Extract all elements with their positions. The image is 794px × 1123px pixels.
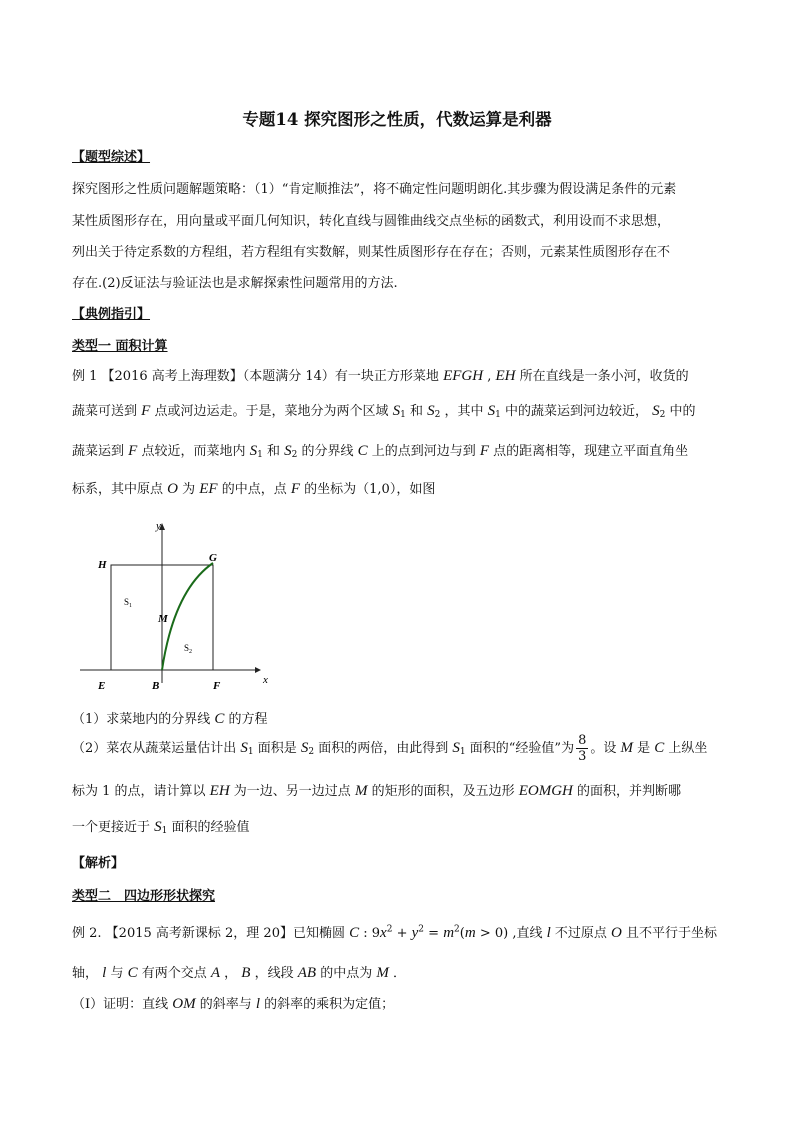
label-m: M [158,613,168,625]
square-field-figure [80,515,280,690]
label-e: E [98,680,106,690]
summary-line-1: 探究图形之性质问题解题策略：（1）“肯定顺推法”，将不确定性问题明朗化.其步骤为假设满足条件的元素 [72,182,677,197]
example1-line-2: 蔬菜可送到 F 点或河边运走。于是，菜地分为两个区域 $S_1$ 和 $S_2$ ，其中 $S_1$ 中的蔬菜运到河边较近， $S_2$ 中的 [72,403,696,420]
example2-line-2: 轴， l 与 C 有两个交点 A ， B ，线段 AB 的中点为 M ． [72,965,406,981]
question-2-line-3: 一个更接近于 $S_1$ 面积的经验值 [72,819,250,836]
label-s1: $S_1$ [124,597,133,609]
summary-heading: 【题型综述】 [72,150,151,165]
question-1: （1）求菜地内的分界线 C 的方程 [72,711,268,727]
example2-line-1: 例 2. 【2015 高考新课标 2，理 20】已知椭圆 C : $9x^2 + y^2 = m^2(m > 0)$ ,直线 l 不过原点 O 且不平行于坐标 [72,924,718,941]
type1-heading: 类型一 面积计算 [72,339,168,354]
label-x: x [263,674,268,686]
x-axis-arrow-icon [255,667,261,673]
example1-line-3: 蔬菜运到 F 点较近，而菜地内 $S_1$ 和 $S_2$ 的分界线 C 上的点到河边与到 F 点的距离相等，现建立平面直角坐 [72,443,689,460]
label-g: G [209,552,217,564]
label-y: y [156,520,161,532]
question-2-line-1: （2）菜农从蔬菜运量估计出 $S_1$ 面积是 $S_2$ 面积的两倍，由此得到 $S_1$ 面积的“经验值”为 $\frac{8}{3}$ 。设 M 是 C 上纵坐 [72,733,708,764]
question-2-line-2: 标为 1 的点，请计算以 EH 为一边、另一边过点 M 的矩形的面积，及五边形 EOMGH 的面积，并判断哪 [72,783,681,799]
type2-heading: 类型二 四边形形状探究 [72,889,216,904]
label-s2: $S_2$ [184,643,193,655]
label-f: F [213,680,221,690]
label-h: H [98,559,107,571]
example2-line-3: （Ⅰ）证明：直线 OM 的斜率与 l 的斜率的乘积为定值； [72,996,395,1012]
summary-line-4: 存在.(2)反证法与验证法也是求解探索性问题常用的方法. [72,276,398,291]
summary-line-2: 某性质图形存在，用向量或平面几何知识，转化直线与圆锥曲线交点坐标的函数式，利用设而不求思想， [72,214,671,229]
label-b: B [152,680,160,690]
guide-heading: 【典例指引】 [72,307,151,322]
analysis-heading: 【解析】 [72,856,125,871]
example1-line-4: 标系，其中原点 O 为 EF 的中点，点 F 的坐标为（1,0），如图 [72,481,436,497]
boundary-curve-c [162,563,213,670]
fraction-8-3: $\frac{8}{3}$ [578,733,587,764]
example1-line-1: 例 1 【2016 高考上海理数】（本题满分 14）有一块正方形菜地 EFGH , EH 所在直线是一条小河，收货的 [72,368,689,384]
summary-line-3: 列出关于待定系数的方程组，若方程组有实数解，则某性质图形存在存在；否则，元素某性质图形存在不 [72,245,671,260]
page-title: 专题14 探究图形之性质，代数运算是利器 [242,110,552,129]
